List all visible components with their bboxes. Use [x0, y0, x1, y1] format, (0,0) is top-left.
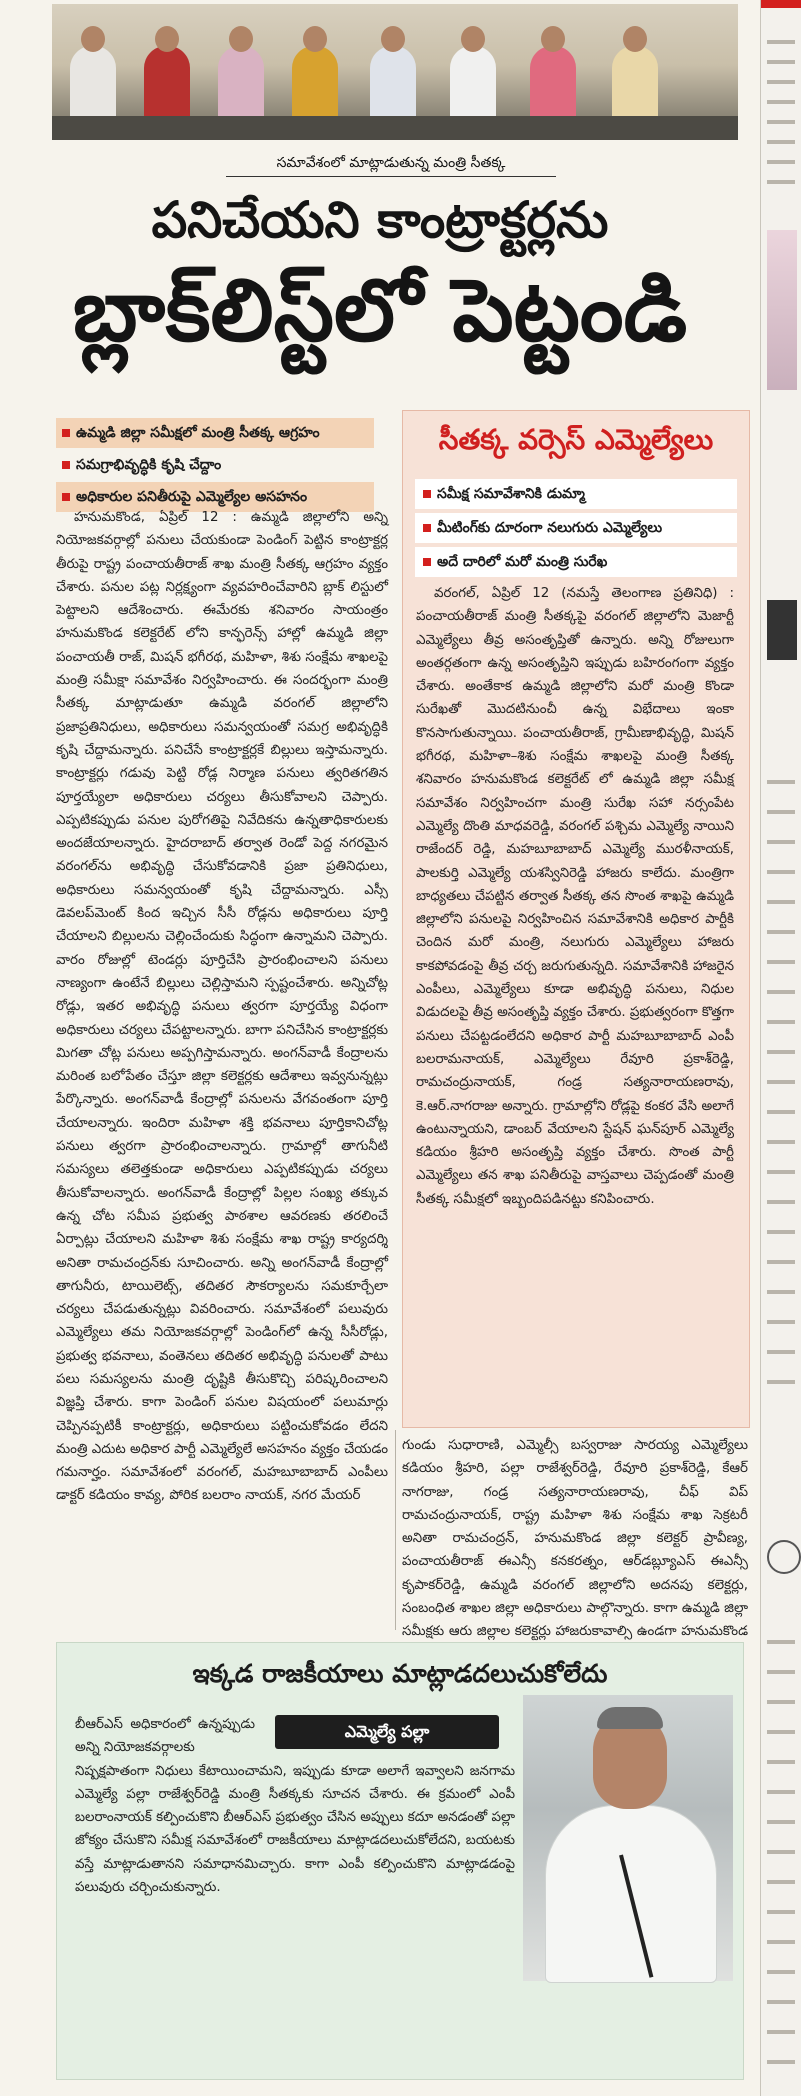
bottom-box-text-first [75, 1713, 255, 1760]
bottom-box [56, 1642, 744, 2080]
sidebar-bullet: మీటింగ్‌కు దూరంగా నలుగురు ఎమ్మెల్యేలు [415, 513, 737, 543]
mla-photo [523, 1695, 733, 1981]
adjacent-page-edge [760, 0, 801, 2096]
headline-line-2: బ్లాక్‌లిస్ట్‌లో పెట్టండి [72, 261, 688, 361]
main-article-text: హనుమకొండ, ఏప్రిల్ 12 : ఉమ్మడి జిల్లాలోని అన్ని నియోజకవర్గాల్లో పనులు చేయకుండా పెండింగ్ పెట్టిన కాంట్రాక్టర్ల తీరుపై రాష్ట్ర పంచాయతీరాజ్ శాఖ మంత్రి సీతక్క ఆగ్రహం వ్యక్తం చేశారు. పనుల పట్ల నిర్లక్ష్యంగా వ్యవహరించేవారిని బ్లాక్ లిస్టులో పెట్టాలని ఆదేశించారు. ఈమేరకు శనివారం సాయంత్రం హనుమకొండ కలెక్టరేట్ లోని కాన్ఫరెన్స్ హాల్లో ఉమ్మడి జిల్లా పంచాయతీ రాజ్, మిషన్ భగీరథ, మహిళా, శిశు సంక్షేమ శాఖలపై మంత్రి సమీక్షా సమావేశం నిర్వహించారు. ఈ సందర్భంగా మంత్రి సీతక్క మాట్లాడుతూ ఉమ్మడి వరంగల్ జిల్లాలోని ప్రజాప్రతినిధులు, అధికారులు సమన్వయంతో సమగ్ర అభివృద్ధికి కృషి చేద్దామన్నారు. పనిచేసే కాంట్రాక్టర్లకే బిల్లులు ఇస్తామన్నారు. కాంట్రాక్టర్లు గడువు పెట్టి రోడ్ల నిర్మాణ పనులు త్వరితగతిన పూర్తయ్యేలా అధికారులు చర్యలు తీసుకోవాలని చెప్పారు. ఎప్పటికప్పుడు పనుల పురోగతిపై నివేదికను ఉన్నతాధికారులకు అందజేయాలన్నారు. హైదరాబాద్ తర్వాత రెండో పెద్ద నగరమైన వరంగల్‌ను అభివృద్ధి చేసుకోవడానికి ప్రజా ప్రతినిధులు, అధికారులు సమన్వయంతో కృషి చేద్దామన్నారు. ఎస్సీ డెవలప్‌మెంట్ కింద ఇచ్చిన సీసీ రోడ్లను అధికారులు పూర్తి చేయాలని బిల్లులను చెల్లించేందుకు సిద్ధంగా ఉన్నామని చెప్పారు. వారం రోజుల్లో టెండర్లు పూర్తిచేసి ప్రారంభించాలని పనులు నాణ్యంగా ఉంటేనే బిల్లులు చెల్లిస్తామని స్పష్టంచేశారు. అన్నిచోట్ల రోడ్లు, ఇతర అభివృద్ధి పనులు త్వరగా పూర్తయ్యే విధంగా అధికారులు చర్యలు చేపట్టాలన్నారు. బాగా పనిచేసిన కాంట్రాక్టర్లకు మిగతా చోట్ల పనులు అప్పగిస్తామన్నారు. అంగన్‌వాడీ కేంద్రాలను మరింత బలోపేతం చేస్తూ జిల్లా కలెక్టర్లకు ఆదేశాలు ఇవ్వనున్నట్లు పేర్కొన్నారు. అంగన్‌వాడీ కేంద్రాల్లో పనులను వేగవంతంగా పూర్తి చేయాలన్నారు. ఇందిరా మహిళా శక్తి భవనాలు పూర్తికానిచోట్ల పనులు త్వరగా ప్రారంభించాలన్నారు. గ్రామాల్లో తాగునీటి సమస్యలు తలెత్తకుండా అధికారులు ఎప్పటికప్పుడు చర్యలు తీసుకోవాలన్నారు. అంగన్‌వాడీ కేంద్రాల్లో పిల్లల సంఖ్య తక్కువ ఉన్న చోట సమీప ప్రభుత్వ పాఠశాల ఆవరణకు తరలించే ఏర్పాట్లు చేయాలని మహిళా శిశు సంక్షేమ శాఖ రాష్ట్ర కార్యదర్శి అనితా రామచంద్రన్‌కు సూచించారు. అన్ని అంగన్‌వాడీ కేంద్రాల్లో తాగునీరు, టాయిలెట్స్, తదితర సౌకర్యాలను సమకూర్చేలా చర్యలు చేపడుతున్నట్లు వివరించారు. సమావేశంలో పలువురు ఎమ్మెల్యేలు తమ నియోజకవర్గాల్లో పెండింగ్‌లో ఉన్న సీసీరోడ్లు, ప్రభుత్వ భవనాలు, వంతెనలు తదితర అభివృద్ధి పనులతో పాటు పలు సమస్యలను మంత్రి దృష్టికి తీసుకొచ్చి పరిష్కరించాలని విజ్ఞప్తి చేశారు. కాగా పెండింగ్ పనుల విషయంలో పలుమార్లు చెప్పినప్పటికీ కాంట్రాక్టర్లు, అధికారులు పట్టించుకోవడం లేదని మంత్రి ఎదుట అధికార పార్టీ ఎమ్మెల్యేలే అసహనం వ్యక్తం చేయడం గమనార్హం. సమావేశంలో వరంగల్, మహబూబాబాద్ ఎంపీలు డాక్టర్ కడియం కావ్య, పోరిక బలరాం నాయక్, నగర మేయర్ [56, 510, 388, 1504]
bottom-box-article [75, 1713, 515, 2067]
sidebar-article [416, 582, 734, 1418]
bottom-box-title: ఇక్కడ రాజకీయాలు మాట్లాడదలుచుకోలేదు [192, 1659, 608, 1688]
photo-caption: సమావేశంలో మాట్లాడుతున్న మంత్రి సీతక్క [226, 150, 556, 177]
bullet-item: ఉమ్మడి జిల్లా సమీక్షలో మంత్రి సీతక్క ఆగ్రహం [56, 418, 374, 448]
bullet-item: సమగ్రాభివృద్ధికి కృషి చేద్దాం [56, 450, 374, 480]
column-divider [395, 1430, 396, 1630]
sidebar-bullet: అదే దారిలో మరో మంత్రి సురేఖ [415, 547, 737, 577]
mla-badge: ఎమ్మెల్యే పల్లా [275, 1715, 499, 1749]
bottom-box-lead: బీఆర్ఎస్ అధికారంలో ఉన్నప్పుడు అన్ని నియోజకవర్గాలకు [75, 1717, 255, 1756]
bottom-box-text: నిష్పక్షపాతంగా నిధులు కేటాయించామని, ఇప్పుడు కూడా అలాగే ఇవ్వాలని జనగామ ఎమ్మెల్యే పల్లా రాజేశ్వర్‌రెడ్డి మంత్రి సీతక్కకు సూచన చేశారు. ఈ క్రమంలో ఎంపీ బలరాంనాయక్ కల్పించుకొని బీఆర్ఎస్ ప్రభుత్వం చేసిన అప్పులు కదూ అనడంతో పల్లా జోక్యం చేసుకొని సమీక్ష సమావేశంలో రాజకీయాలు మాట్లాడదలుచుకోలేదని, బయటకు వస్తే మాట్లాడుతానని సమాధానమిచ్చారు. కాగా ఎంపీ కల్పించుకొని మాట్లాడడంపై పలువురు చర్చించుకున్నారు. [75, 1763, 515, 1896]
continuation-article [402, 1434, 748, 1640]
sidebar-bullet: సమీక్ష సమావేశానికి డుమ్మా [415, 479, 737, 509]
meeting-photo [52, 4, 738, 140]
bullet-item: అధికారుల పనితీరుపై ఎమ్మెల్యేల అసహనం [56, 482, 374, 512]
main-article [56, 506, 388, 1626]
sidebar-title: సీతక్క వర్సెస్ ఎమ్మెల్యేలు [438, 423, 714, 456]
continuation-text: గుండు సుధారాణి, ఎమ్మెల్సీ బస్వరాజు సారయ్య ఎమ్మెల్యేలు కడియం శ్రీహరి, పల్లా రాజేశ్వర్‌రెడ్డి, రేవూరి ప్రకాశ్‌రెడ్డి, కేఆర్ నాగరాజు, గండ్ర సత్యనారాయణరావు, చీఫ్ విప్ రామచంద్రునాయక్, రాష్ట్ర మహిళా శిశు సంక్షేమ శాఖ సెక్రటరీ అనితా రామచంద్రన్, హనుమకొండ జిల్లా కలెక్టర్ ప్రావీణ్య, పంచాయతీరాజ్ ఈఎన్సీ కనకరత్నం, ఆర్‌డబ్ల్యూఎస్ ఈఎన్సీ కృపాకర్‌రెడ్డి, ఉమ్మడి వరంగల్ జిల్లాలోని అదనపు కలెక్టర్లు, సంబంధిత శాఖల జిల్లా అధికారులు పాల్గొన్నారు. కాగా ఉమ్మడి జిల్లా సమీక్షకు ఆరు జిల్లాల కలెక్టర్లు హాజరుకావాల్సి ఉండగా హనుమకొండ [402, 1438, 748, 1640]
sidebar-article-text: వరంగల్, ఏప్రిల్ 12 (నమస్తే తెలంగాణ ప్రతినిధి) : పంచాయతీరాజ్ మంత్రి సీతక్కపై వరంగల్ జిల్లాలోని మెజార్టీ ఎమ్మెల్యేలు తీవ్ర అసంతృప్తితో ఉన్నారు. అన్ని రోజులుగా అంతర్గతంగా ఉన్న అసంతృప్తిని ఇప్పుడు బహిరంగంగా వ్యక్తం చేశారు. అంతేకాక ఉమ్మడి జిల్లాలోని మరో మంత్రి కొండా సురేఖతో మొదటినుంచీ ఉన్న విభేదాలు ఇంకా కొనసాగుతున్నాయి. పంచాయతీరాజ్, గ్రామీణాభివృద్ధి, మిషన్ భగీరథ, మహిళా–శిశు సంక్షేమ శాఖలపై మంత్రి సీతక్క శనివారం హనుమకొండ కలెక్టరేట్ లో ఉమ్మడి జిల్లా సమీక్ష సమావేశం నిర్వహించగా మంత్రి సురేఖ సహా నర్సంపేట ఎమ్మెల్యే దొంతి మాధవరెడ్డి, వరంగల్ పశ్చిమ ఎమ్మెల్యే నాయిని రాజేందర్ రెడ్డి, మహబూబాబాద్ ఎమ్మెల్యే మురళీనాయక్, పాలకుర్తి ఎమ్మెల్యే యశస్వినిరెడ్డి హాజరు కాలేదు. మంత్రిగా బాధ్యతలు చేపట్టిన తర్వాత సీతక్క తన సొంత శాఖపై ఉమ్మడి జిల్లాలోని పనులపై నిర్వహించిన సమావేశానికి అధికార పార్టీకి చెందిన మరో మంత్రి, నలుగురు ఎమ్మెల్యేలు హాజరు కాకపోవడంపై తీవ్ర చర్చ జరుగుతున్నది. సమావేశానికి హాజరైన ఎంపీలు, ఎమ్మెల్యేలు కూడా అభివృద్ధి పనులు, నిధుల విడుదలపై తీవ్ర అసంతృప్తి వ్యక్తం చేశారు. ప్రభుత్వరంగా కొత్తగా పనులు చేపట్టడంలేదని అధికార పార్టీ మహబూబాబాద్ ఎంపీ బలరామనాయక్, ఎమ్మెల్యేలు రేవూరి ప్రకాశ్‌రెడ్డి, రామచంద్రునాయక్, గండ్ర సత్యనారాయణరావు, కె.ఆర్.నాగరాజు అన్నారు. గ్రామాల్లోని రోడ్లపై కంకర వేసి అలాగే ఉంటున్నాయని, డాంబర్ వేయాలని స్టేషన్ ఘన్‌పూర్ ఎమ్మెల్యే కడియం శ్రీహరి అసంతృప్తి వ్యక్తం చేశారు. సొంత పార్టీ ఎమ్మెల్యేలు తన శాఖ పనితీరుపై వాస్తవాలు చెప్పడంతో మంత్రి సీతక్క సమీక్షలో ఇబ్బందిపడినట్టు కనిపించారు. [416, 586, 734, 1207]
headline-line-1: పనిచేయని కాంట్రాక్టర్లను [151, 191, 609, 249]
